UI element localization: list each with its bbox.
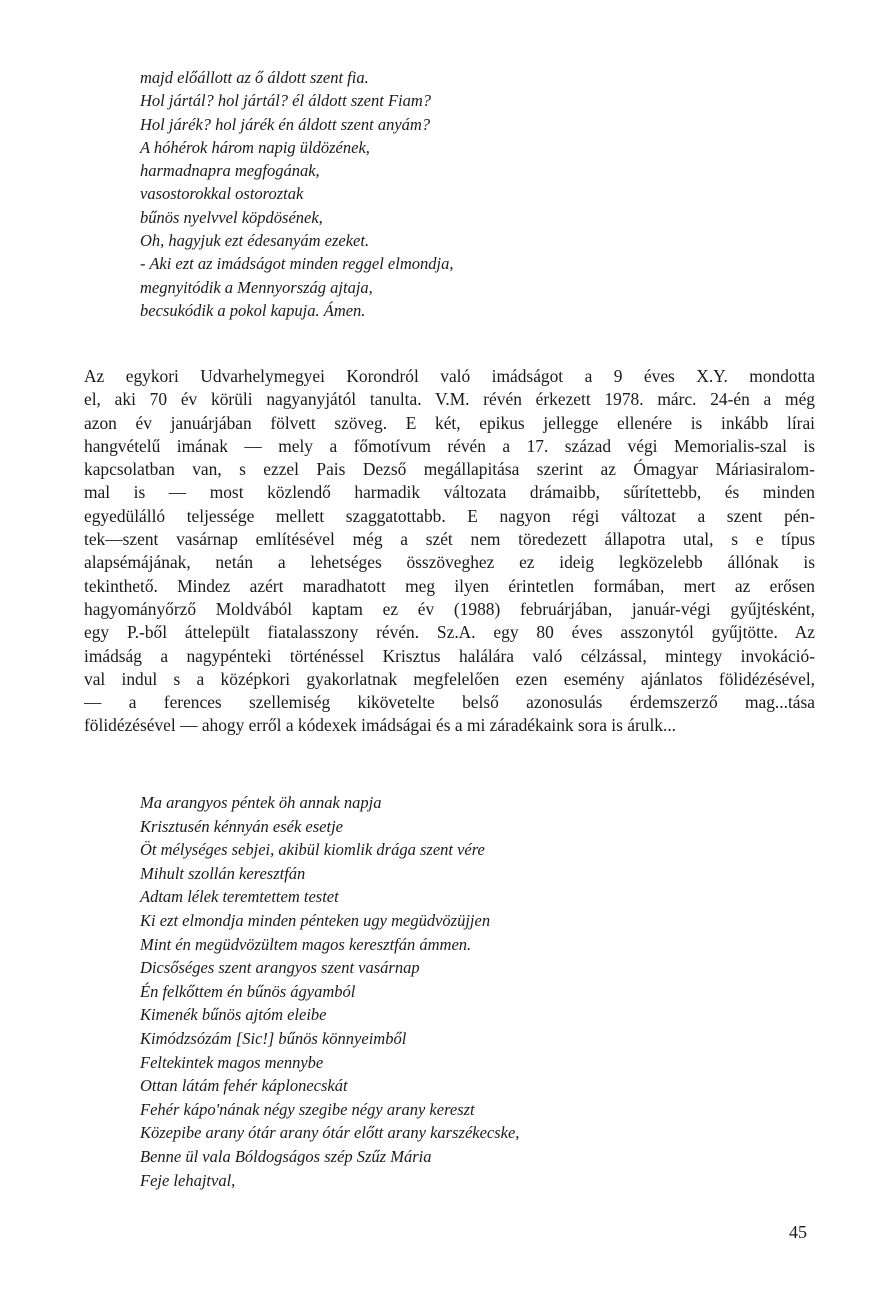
poem-line: Mihult szollán keresztfán [140, 863, 306, 883]
prose-line: egy P.-ből áttelepült fiatalasszony révén. Sz.A. egy 80 éves asszonytól gyűjtötte. Az [84, 622, 815, 643]
verse-line: megnyitódik a Mennyország ajtaja, [140, 277, 373, 297]
verse-line: becsukódik a pokol kapuja. Ámen. [140, 300, 366, 320]
prose-line: hangvételű imának — mely a főmotívum révén a 17. század végi Memorialis-szal is [84, 435, 815, 456]
prose-line: egyedülálló teljessége mellett szaggatottabb. E nagyon régi változat a szent pén- [84, 505, 815, 526]
page-number: 45 [789, 1222, 807, 1242]
poem-line: Kimenék bűnös ajtóm eleibe [140, 1005, 327, 1025]
poem-line: Mint én megüdvözültem magos keresztfán ámmen. [140, 934, 472, 954]
poem-line: Ma arangyos péntek öh annak napja [140, 793, 382, 812]
poem-line: Öt mélységes sebjei, akibül kiomlik drága szent vére [140, 840, 485, 860]
prose-line: tek—szent vasárnap említésével még a szét nem töredezett állapotra utal, s e típus [84, 529, 815, 550]
prose-line: — a ferences szellemiség kikövetelte belső azonosulás érdemszerző mag...tása [84, 692, 815, 713]
prose-line: Az egykori Udvarhelymegyei Korondról való imádságot a 9 éves X.Y. mondotta [84, 366, 815, 386]
poem-line: Benne ül vala Bóldogságos szép Szűz Mária [140, 1146, 432, 1166]
poem-line: Ottan látám fehér káplonecskát [140, 1076, 348, 1096]
prose-line: azon év januárjában fölvett szöveg. E két, epikus jellegge ellenére is inkább lírai [84, 412, 815, 433]
verse-line: Hol jártál? hol jártál? él áldott szent Fiam? [140, 91, 432, 111]
prose-paragraph [84, 365, 815, 738]
prose-line: hagyományőrző Moldvából kaptam ez év (1988) februárjában, január-végi gyűjtésként, [84, 598, 815, 619]
verse-line: majd előállott az ő áldott szent fia. [140, 68, 369, 87]
verse-line: Oh, hagyjuk ezt édesanyám ezeket. [140, 231, 370, 251]
prose-line: alapsémájának, netán a lehetséges összöveghez ez ideig legközelebb állónak is [84, 552, 815, 573]
verse-line: Hol járék? hol járék én áldott szent anyám? [140, 114, 431, 134]
poem-line: Fehér kápo'nának négy szegibe négy arany kereszt [140, 1099, 475, 1119]
poem-line: Feltekintek magos mennybe [140, 1052, 324, 1072]
prose-line: mal is — most közlendő harmadik változata drámaibb, sűrítettebb, és minden [84, 482, 815, 503]
poem-line: Dicsőséges szent arangyos szent vasárnap [140, 958, 420, 978]
poem-line: Adtam lélek teremtettem testet [140, 887, 339, 907]
poem-line: Kimódzsózám [Sic!] bűnös könnyeimből [140, 1028, 407, 1048]
verse-line: bűnös nyelvvel köpdösének, [140, 207, 323, 227]
prose-line: val indul s a középkori gyakorlatnak megfelelően ezen esemény ajánlatos fölidézésével, [84, 668, 815, 689]
prose-line: el, aki 70 év körüli nagyanyjától tanulta. V.M. révén érkezett 1978. márc. 24-én a még [84, 389, 815, 410]
poem-line: Krisztusén kénnyán esék esetje [140, 816, 343, 836]
poem-line: Ki ezt elmondja minden pénteken ugy megüdvözüjjen [140, 910, 491, 930]
prose-line: fölidézésével — ahogy erről a kódexek imádságai és a mi záradékaink sora is árulk... [84, 715, 677, 736]
verse-line: A hóhérok három napig üldözének, [140, 137, 370, 157]
verse-line: - Aki ezt az imádságot minden reggel elmondja, [140, 254, 454, 274]
verse-line: harmadnapra megfogának, [140, 161, 320, 181]
prose-line: kapcsolatban van, s ezzel Pais Dezső megállapitása szerint az Ómagyar Máriasiralom- [84, 459, 815, 480]
poem-line: Közepibe arany ótár arany ótár előtt arany karszékecske, [140, 1123, 520, 1143]
verse-top [140, 66, 700, 322]
prose-line: imádság a nagypénteki történéssel Krisztus halálára való célzással, mintegy invokáció- [84, 645, 815, 666]
verse-line: vasostorokkal ostoroztak [140, 184, 304, 204]
prose-line: tekinthető. Mindez azért maradhatott meg ilyen érintetlen formában, mert az erősen [84, 575, 815, 596]
poem-line: Feje lehajtval, [140, 1170, 236, 1190]
poem-line: Én felkőttem én bűnös ágyamból [140, 981, 356, 1001]
poem [140, 791, 700, 1192]
